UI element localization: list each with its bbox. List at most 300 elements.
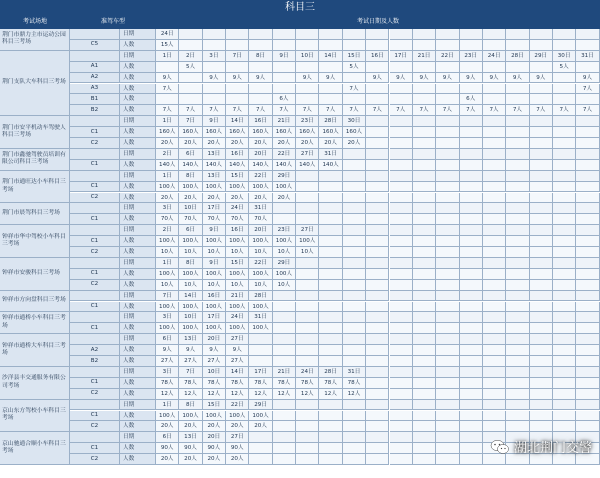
count-cell: 9人 bbox=[576, 73, 599, 84]
count-cell bbox=[366, 193, 389, 204]
count-cell bbox=[343, 345, 366, 356]
vehicle-type: C2 bbox=[70, 454, 120, 465]
date-cell bbox=[413, 149, 436, 160]
count-cell bbox=[413, 323, 436, 334]
count-cell bbox=[390, 84, 413, 95]
count-cell: 9人 bbox=[156, 345, 179, 356]
count-cell bbox=[576, 269, 599, 280]
count-cell bbox=[576, 40, 599, 51]
count-cell bbox=[390, 345, 413, 356]
count-cell bbox=[296, 411, 319, 422]
count-cell: 7人 bbox=[249, 105, 272, 116]
count-cell: 7人 bbox=[296, 105, 319, 116]
count-cell bbox=[343, 182, 366, 193]
people-label: 人数 bbox=[120, 411, 156, 422]
count-cell: 70人 bbox=[156, 214, 179, 225]
count-cell: 12人 bbox=[273, 389, 296, 400]
people-label: 人数 bbox=[120, 160, 156, 171]
venue-name: 京山驰通合顺小车科目三考场 bbox=[0, 432, 70, 465]
count-cell bbox=[576, 247, 599, 258]
date-cell bbox=[273, 312, 296, 323]
count-cell: 7人 bbox=[530, 105, 553, 116]
date-cell bbox=[296, 400, 319, 411]
count-cell bbox=[249, 40, 272, 51]
date-cell bbox=[296, 29, 319, 40]
venue-name: 钟祥市华中驾校小车科目三考场 bbox=[0, 225, 70, 258]
count-cell: 12人 bbox=[156, 389, 179, 400]
count-cell bbox=[343, 302, 366, 313]
date-cell bbox=[390, 203, 413, 214]
count-cell bbox=[319, 193, 342, 204]
date-cell: 27日 bbox=[296, 225, 319, 236]
vehicle-type bbox=[70, 116, 120, 127]
date-cell bbox=[296, 312, 319, 323]
date-cell: 29日 bbox=[249, 400, 272, 411]
count-cell bbox=[506, 40, 529, 51]
count-cell: 27人 bbox=[179, 356, 202, 367]
count-cell bbox=[460, 345, 483, 356]
count-cell: 100人 bbox=[203, 302, 226, 313]
count-cell: 5人 bbox=[343, 62, 366, 73]
date-cell bbox=[366, 29, 389, 40]
count-cell bbox=[553, 280, 576, 291]
date-cell bbox=[530, 367, 553, 378]
count-cell bbox=[576, 160, 599, 171]
date-cell: 15日 bbox=[226, 171, 249, 182]
count-cell: 100人 bbox=[203, 323, 226, 334]
count-cell: 100人 bbox=[249, 411, 272, 422]
venue-name: 钟祥市通桥小车科目三考场 bbox=[0, 312, 70, 334]
date-cell: 21日 bbox=[413, 51, 436, 62]
count-cell bbox=[576, 214, 599, 225]
count-cell: 100人 bbox=[273, 182, 296, 193]
count-cell bbox=[273, 62, 296, 73]
count-cell bbox=[576, 182, 599, 193]
count-cell: 9人 bbox=[413, 73, 436, 84]
count-cell bbox=[249, 94, 272, 105]
count-cell: 160人 bbox=[343, 127, 366, 138]
date-cell: 13日 bbox=[203, 171, 226, 182]
count-cell bbox=[343, 236, 366, 247]
count-cell bbox=[366, 138, 389, 149]
count-cell bbox=[273, 356, 296, 367]
date-cell bbox=[460, 400, 483, 411]
count-cell: 9人 bbox=[460, 73, 483, 84]
vehicle-type bbox=[70, 432, 120, 443]
count-cell bbox=[366, 356, 389, 367]
count-cell: 20人 bbox=[156, 454, 179, 465]
date-cell bbox=[553, 203, 576, 214]
vehicle-type bbox=[70, 203, 120, 214]
count-cell bbox=[506, 127, 529, 138]
date-cell bbox=[460, 312, 483, 323]
count-cell bbox=[460, 160, 483, 171]
date-cell bbox=[343, 312, 366, 323]
count-cell bbox=[390, 214, 413, 225]
count-cell bbox=[413, 345, 436, 356]
date-cell bbox=[436, 334, 459, 345]
count-cell bbox=[483, 138, 506, 149]
count-cell bbox=[249, 62, 272, 73]
count-cell bbox=[576, 138, 599, 149]
date-cell bbox=[179, 29, 202, 40]
date-label: 日期 bbox=[120, 149, 156, 160]
date-cell: 15日 bbox=[343, 51, 366, 62]
count-cell bbox=[506, 84, 529, 95]
date-cell bbox=[506, 29, 529, 40]
date-cell bbox=[553, 258, 576, 269]
venue-name: 京山东方驾校小车科目三考场 bbox=[0, 400, 70, 433]
date-cell: 15日 bbox=[203, 400, 226, 411]
vehicle-type: C2 bbox=[70, 421, 120, 432]
venue-name: 钟祥市通桥大车科目三考场 bbox=[0, 334, 70, 367]
date-cell bbox=[483, 291, 506, 302]
count-cell bbox=[506, 214, 529, 225]
count-cell: 9人 bbox=[436, 73, 459, 84]
date-cell bbox=[366, 258, 389, 269]
count-cell bbox=[413, 127, 436, 138]
date-cell bbox=[366, 400, 389, 411]
count-cell bbox=[460, 127, 483, 138]
count-cell bbox=[530, 323, 553, 334]
count-cell bbox=[436, 40, 459, 51]
date-cell bbox=[413, 29, 436, 40]
count-cell bbox=[460, 378, 483, 389]
date-cell bbox=[390, 291, 413, 302]
count-cell bbox=[553, 411, 576, 422]
count-cell bbox=[319, 269, 342, 280]
count-cell bbox=[226, 94, 249, 105]
count-cell bbox=[413, 94, 436, 105]
date-cell bbox=[413, 203, 436, 214]
count-cell bbox=[343, 247, 366, 258]
date-cell bbox=[319, 203, 342, 214]
count-cell: 78人 bbox=[296, 378, 319, 389]
vehicle-type: C1 bbox=[70, 160, 120, 171]
date-cell bbox=[460, 258, 483, 269]
date-cell: 22日 bbox=[249, 258, 272, 269]
count-cell: 100人 bbox=[156, 236, 179, 247]
vehicle-type bbox=[70, 334, 120, 345]
venue-name: 荆门市鼎力主市运动公园科目三考场 bbox=[0, 29, 70, 51]
count-cell bbox=[553, 138, 576, 149]
date-cell: 30日 bbox=[553, 51, 576, 62]
count-cell bbox=[366, 443, 389, 454]
date-cell bbox=[273, 29, 296, 40]
count-cell bbox=[483, 182, 506, 193]
count-cell: 160人 bbox=[319, 127, 342, 138]
date-label: 日期 bbox=[120, 203, 156, 214]
date-cell: 21日 bbox=[226, 291, 249, 302]
count-cell: 12人 bbox=[319, 389, 342, 400]
count-cell: 9人 bbox=[366, 73, 389, 84]
date-cell bbox=[390, 367, 413, 378]
count-cell: 78人 bbox=[319, 378, 342, 389]
date-cell bbox=[436, 258, 459, 269]
count-cell bbox=[553, 193, 576, 204]
count-cell bbox=[296, 214, 319, 225]
count-cell: 20人 bbox=[203, 421, 226, 432]
count-cell: 100人 bbox=[273, 236, 296, 247]
count-cell bbox=[483, 323, 506, 334]
count-cell bbox=[530, 94, 553, 105]
count-cell: 140人 bbox=[319, 160, 342, 171]
count-cell bbox=[179, 94, 202, 105]
vehicle-type bbox=[70, 258, 120, 269]
date-label: 日期 bbox=[120, 367, 156, 378]
date-cell bbox=[343, 432, 366, 443]
count-cell bbox=[179, 73, 202, 84]
count-cell bbox=[319, 94, 342, 105]
count-cell bbox=[436, 193, 459, 204]
count-cell: 100人 bbox=[226, 182, 249, 193]
count-cell: 7人 bbox=[226, 105, 249, 116]
date-cell bbox=[436, 203, 459, 214]
date-cell: 17日 bbox=[203, 203, 226, 214]
date-cell bbox=[460, 149, 483, 160]
count-cell bbox=[319, 454, 342, 465]
count-cell bbox=[366, 94, 389, 105]
date-cell bbox=[506, 334, 529, 345]
count-cell bbox=[390, 193, 413, 204]
date-cell bbox=[530, 291, 553, 302]
date-cell: 3日 bbox=[156, 203, 179, 214]
count-cell bbox=[366, 236, 389, 247]
count-cell bbox=[436, 182, 459, 193]
date-cell bbox=[436, 312, 459, 323]
count-cell bbox=[296, 302, 319, 313]
date-cell: 7日 bbox=[226, 51, 249, 62]
count-cell bbox=[366, 160, 389, 171]
count-cell: 160人 bbox=[156, 127, 179, 138]
date-cell bbox=[553, 334, 576, 345]
venue-name: 荆门市通旺达小车科目三考场 bbox=[0, 171, 70, 204]
date-cell bbox=[273, 334, 296, 345]
count-cell bbox=[413, 389, 436, 400]
date-cell bbox=[226, 29, 249, 40]
date-cell: 9日 bbox=[203, 116, 226, 127]
count-cell bbox=[530, 378, 553, 389]
count-cell bbox=[273, 40, 296, 51]
count-cell bbox=[483, 356, 506, 367]
date-cell: 2日 bbox=[179, 51, 202, 62]
date-cell bbox=[366, 432, 389, 443]
date-cell: 28日 bbox=[319, 116, 342, 127]
count-cell bbox=[273, 214, 296, 225]
count-cell: 7人 bbox=[576, 105, 599, 116]
count-cell bbox=[483, 411, 506, 422]
date-cell bbox=[506, 203, 529, 214]
count-cell: 100人 bbox=[156, 411, 179, 422]
count-cell bbox=[366, 84, 389, 95]
count-cell bbox=[553, 389, 576, 400]
date-cell bbox=[296, 291, 319, 302]
people-label: 人数 bbox=[120, 94, 156, 105]
date-cell bbox=[390, 258, 413, 269]
date-cell: 3日 bbox=[156, 367, 179, 378]
date-cell bbox=[413, 400, 436, 411]
count-cell: 20人 bbox=[156, 421, 179, 432]
count-cell: 20人 bbox=[319, 138, 342, 149]
sheet-title: 科目三 bbox=[0, 0, 600, 15]
count-cell bbox=[343, 411, 366, 422]
date-cell bbox=[553, 149, 576, 160]
count-cell: 160人 bbox=[296, 127, 319, 138]
count-cell bbox=[343, 94, 366, 105]
count-cell: 9人 bbox=[506, 73, 529, 84]
date-cell bbox=[319, 334, 342, 345]
people-label: 人数 bbox=[120, 454, 156, 465]
count-cell: 100人 bbox=[226, 269, 249, 280]
vehicle-type: C1 bbox=[70, 269, 120, 280]
count-cell bbox=[553, 73, 576, 84]
count-cell bbox=[483, 160, 506, 171]
venue-name: 沙洋县丰交通服务有限公司考场 bbox=[0, 367, 70, 400]
count-cell: 90人 bbox=[203, 443, 226, 454]
date-cell: 3日 bbox=[156, 312, 179, 323]
date-cell: 1日 bbox=[156, 116, 179, 127]
date-cell bbox=[483, 400, 506, 411]
count-cell bbox=[273, 454, 296, 465]
count-cell: 100人 bbox=[179, 323, 202, 334]
date-cell bbox=[390, 432, 413, 443]
date-cell bbox=[576, 334, 599, 345]
count-cell bbox=[553, 302, 576, 313]
vehicle-type bbox=[70, 225, 120, 236]
count-cell bbox=[413, 160, 436, 171]
count-cell bbox=[530, 280, 553, 291]
date-cell: 27日 bbox=[226, 334, 249, 345]
vehicle-type bbox=[70, 51, 120, 62]
date-cell bbox=[483, 116, 506, 127]
people-label: 人数 bbox=[120, 443, 156, 454]
count-cell: 20人 bbox=[249, 193, 272, 204]
count-cell: 12人 bbox=[203, 389, 226, 400]
count-cell: 78人 bbox=[343, 378, 366, 389]
date-cell: 17日 bbox=[203, 312, 226, 323]
date-cell bbox=[343, 149, 366, 160]
date-cell: 13日 bbox=[203, 149, 226, 160]
date-cell bbox=[576, 203, 599, 214]
date-cell bbox=[413, 171, 436, 182]
count-cell bbox=[366, 247, 389, 258]
date-cell: 14日 bbox=[226, 367, 249, 378]
count-cell bbox=[179, 84, 202, 95]
count-cell bbox=[319, 411, 342, 422]
date-cell bbox=[553, 225, 576, 236]
date-cell bbox=[413, 291, 436, 302]
count-cell bbox=[296, 182, 319, 193]
date-cell bbox=[460, 291, 483, 302]
date-cell: 6日 bbox=[156, 432, 179, 443]
count-cell bbox=[553, 236, 576, 247]
date-cell bbox=[576, 29, 599, 40]
date-cell: 29日 bbox=[273, 171, 296, 182]
date-cell bbox=[576, 312, 599, 323]
date-cell: 28日 bbox=[249, 291, 272, 302]
count-cell bbox=[553, 269, 576, 280]
count-cell bbox=[319, 62, 342, 73]
count-cell: 9人 bbox=[249, 73, 272, 84]
vehicle-type: C1 bbox=[70, 127, 120, 138]
date-cell bbox=[390, 29, 413, 40]
date-cell bbox=[343, 291, 366, 302]
people-label: 人数 bbox=[120, 105, 156, 116]
count-cell bbox=[296, 421, 319, 432]
date-cell: 10日 bbox=[179, 312, 202, 323]
people-label: 人数 bbox=[120, 127, 156, 138]
date-cell bbox=[319, 258, 342, 269]
count-cell bbox=[366, 62, 389, 73]
count-cell bbox=[413, 356, 436, 367]
count-cell bbox=[436, 454, 459, 465]
date-cell bbox=[390, 334, 413, 345]
date-cell: 6日 bbox=[179, 225, 202, 236]
count-cell bbox=[390, 127, 413, 138]
date-cell: 29日 bbox=[530, 51, 553, 62]
vehicle-type: C1 bbox=[70, 443, 120, 454]
count-cell bbox=[506, 280, 529, 291]
date-cell: 24日 bbox=[483, 51, 506, 62]
date-cell bbox=[576, 171, 599, 182]
date-cell: 8日 bbox=[179, 171, 202, 182]
count-cell bbox=[530, 389, 553, 400]
date-cell bbox=[436, 225, 459, 236]
count-cell bbox=[319, 323, 342, 334]
count-cell bbox=[413, 269, 436, 280]
count-cell bbox=[296, 280, 319, 291]
count-cell bbox=[319, 356, 342, 367]
date-cell bbox=[319, 400, 342, 411]
count-cell bbox=[413, 280, 436, 291]
count-cell: 10人 bbox=[156, 280, 179, 291]
count-cell bbox=[553, 356, 576, 367]
count-cell bbox=[506, 182, 529, 193]
count-cell: 10人 bbox=[226, 247, 249, 258]
count-cell: 10人 bbox=[179, 280, 202, 291]
date-label: 日期 bbox=[120, 400, 156, 411]
count-cell bbox=[483, 345, 506, 356]
date-cell bbox=[390, 400, 413, 411]
count-cell bbox=[390, 443, 413, 454]
count-cell: 100人 bbox=[226, 302, 249, 313]
count-cell bbox=[390, 378, 413, 389]
count-cell: 100人 bbox=[203, 182, 226, 193]
count-cell: 7人 bbox=[576, 84, 599, 95]
date-cell bbox=[483, 149, 506, 160]
count-cell: 20人 bbox=[179, 454, 202, 465]
people-label: 人数 bbox=[120, 138, 156, 149]
count-cell: 12人 bbox=[179, 389, 202, 400]
count-cell bbox=[553, 182, 576, 193]
count-cell: 78人 bbox=[226, 378, 249, 389]
count-cell bbox=[530, 345, 553, 356]
count-cell: 140人 bbox=[296, 160, 319, 171]
date-cell bbox=[436, 171, 459, 182]
count-cell bbox=[460, 323, 483, 334]
count-cell bbox=[390, 411, 413, 422]
date-cell bbox=[483, 258, 506, 269]
header-vehicle-type: 准驾车型 bbox=[70, 15, 156, 29]
date-cell: 2日 bbox=[156, 149, 179, 160]
vehicle-type: A2 bbox=[70, 345, 120, 356]
count-cell bbox=[249, 454, 272, 465]
count-cell bbox=[366, 421, 389, 432]
count-cell: 9人 bbox=[226, 345, 249, 356]
count-cell bbox=[296, 40, 319, 51]
count-cell bbox=[506, 411, 529, 422]
count-cell bbox=[319, 443, 342, 454]
